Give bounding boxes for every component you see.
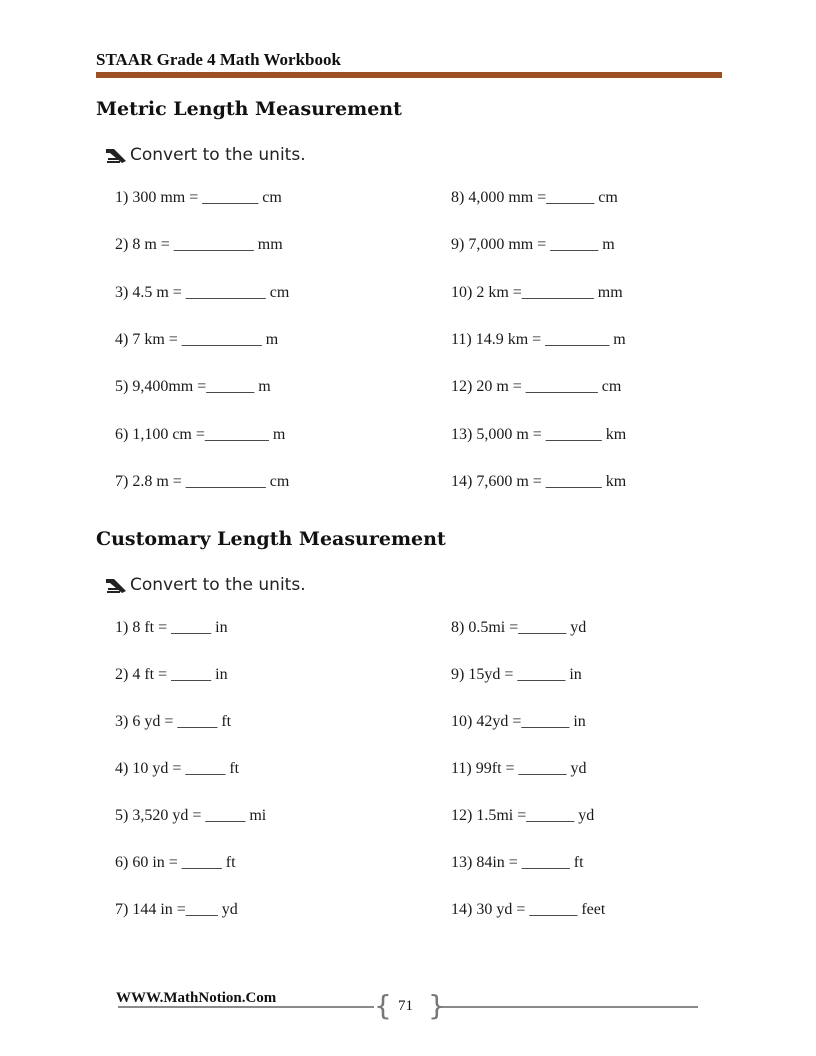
problem-item: 8) 0.5mi =______ yd: [451, 619, 587, 636]
problem-item: 13) 5,000 m = _______ km: [451, 426, 627, 443]
problem-item: 14) 7,600 m = _______ km: [451, 473, 627, 490]
pencil-icon: [104, 145, 128, 165]
problem-item: 4) 7 km = __________ m: [115, 331, 279, 348]
problem-item: 6) 60 in = _____ ft: [115, 854, 236, 871]
problem-item: 5) 9,400mm =______ m: [115, 378, 271, 395]
problem-item: 3) 4.5 m = __________ cm: [115, 284, 290, 301]
problem-item: 11) 99ft = ______ yd: [451, 760, 587, 777]
workbook-title: STAAR Grade 4 Math Workbook: [96, 50, 341, 69]
problem-item: 12) 1.5mi =______ yd: [451, 807, 595, 824]
problem-item: 1) 300 mm = _______ cm: [115, 189, 282, 206]
section-title-metric: Metric Length Measurement: [96, 98, 402, 120]
page-number: 71: [398, 998, 413, 1014]
problem-item: 2) 8 m = __________ mm: [115, 236, 283, 253]
instruction-metric: [104, 145, 306, 165]
pencil-icon: [104, 575, 128, 595]
problem-item: 10) 42yd =______ in: [451, 713, 586, 730]
problem-item: 7) 144 in =____ yd: [115, 901, 238, 918]
problem-item: 10) 2 km =_________ mm: [451, 284, 623, 301]
footer-divider-left: [118, 1006, 374, 1008]
problem-item: 2) 4 ft = _____ in: [115, 666, 228, 683]
instruction-text: Convert to the units.: [130, 575, 306, 595]
problem-item: 11) 14.9 km = ________ m: [451, 331, 626, 348]
problem-item: 13) 84in = ______ ft: [451, 854, 584, 871]
problem-item: 4) 10 yd = _____ ft: [115, 760, 240, 777]
problem-item: 14) 30 yd = ______ feet: [451, 901, 606, 918]
problem-item: 9) 7,000 mm = ______ m: [451, 236, 615, 253]
problem-item: 3) 6 yd = _____ ft: [115, 713, 232, 730]
footer-divider-right: [442, 1006, 698, 1008]
instruction-customary: [104, 575, 306, 595]
problem-item: 12) 20 m = _________ cm: [451, 378, 622, 395]
instruction-text: Convert to the units.: [130, 145, 306, 165]
section-title-customary: Customary Length Measurement: [96, 528, 446, 550]
page-bracket-left-icon: {: [374, 989, 392, 1022]
problem-item: 7) 2.8 m = __________ cm: [115, 473, 290, 490]
header-divider: [96, 72, 722, 78]
problem-item: 8) 4,000 mm =______ cm: [451, 189, 618, 206]
problem-item: 1) 8 ft = _____ in: [115, 619, 228, 636]
problem-item: 9) 15yd = ______ in: [451, 666, 582, 683]
page-bracket-right-icon: }: [428, 989, 446, 1022]
problem-item: 6) 1,100 cm =________ m: [115, 426, 286, 443]
problem-item: 5) 3,520 yd = _____ mi: [115, 807, 267, 824]
footer-website: WWW.MathNotion.Com: [116, 990, 277, 1006]
